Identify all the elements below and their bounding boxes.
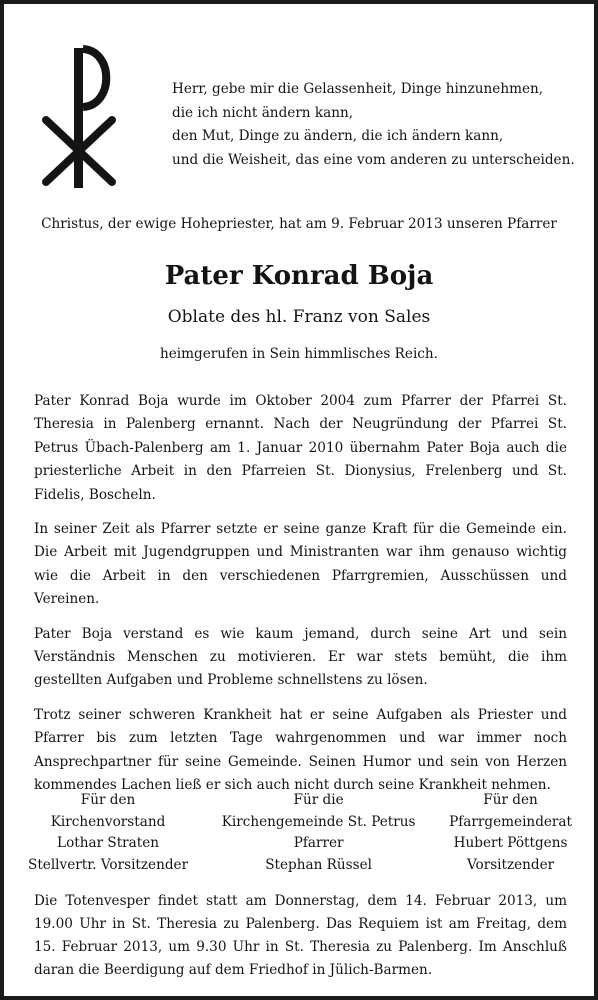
signature-line: Für den <box>80 792 136 808</box>
chi-rho-icon <box>34 42 124 192</box>
religious-order: Oblate des hl. Franz von Sales <box>167 307 431 327</box>
signature-line: Für den <box>483 792 538 808</box>
signature-line: Pfarrgemeinderat <box>449 813 572 830</box>
prayer-line: die ich nicht ändern kann, <box>172 104 354 121</box>
intro-text: Christus, der ewige Hohepriester, hat am 9. Februar 2013 unseren Pfarrer <box>41 216 557 232</box>
deceased-name: Pater Konrad Boja <box>164 261 434 291</box>
biography-paragraph: Pater Konrad Boja wurde im Oktober 2004 zum Pfarrer der Pfarrei St. Theresia in Palenberg ernannt. Nach der Neugründung der Pfarrei St. Petrus Übach-Palenberg am 1. Januar 2010 übernahm Pater Boja auch die priesterliche Arbeit in den Pfarreien St. Dionysius, Frelenberg und St. Fidelis, Boscheln. <box>34 393 567 503</box>
signature-line: Kirchengemeinde St. Petrus <box>221 813 416 830</box>
signature-line: Für die <box>293 792 344 808</box>
signature-line: Hubert Pöttgens <box>453 835 568 851</box>
biography-paragraph: Pater Boja verstand es wie kaum jemand, durch seine Art und sein Verständnis Menschen zu motivieren. Er war stets bemüht, die ihm gestellten Aufgaben und Probleme schnellstens zu lösen. <box>34 625 567 689</box>
prayer-line: und die Weisheit, das eine vom anderen zu unterscheiden. <box>172 151 575 168</box>
signature-line: Stellvertr. Vorsitzender <box>28 856 189 873</box>
prayer-line: den Mut, Dinge zu ändern, die ich ändern kann, <box>172 128 504 144</box>
signature-line: Lothar Straten <box>57 835 160 851</box>
signature-line: Kirchenvorstand <box>50 813 166 830</box>
signature-kirchengemeinde <box>222 790 416 876</box>
biography-paragraph: In seiner Zeit als Pfarrer setzte er seine ganze Kraft für die Gemeinde ein. Die Arbeit mit Jugendgruppen und Ministranten war ihm genauso wichtig wie die Arbeit in den verschiedenen Pfarrgremien, Ausschüssen und Vereinen. <box>34 521 567 608</box>
signature-block <box>28 790 572 876</box>
signature-line: Pfarrer <box>293 835 344 851</box>
prayer-line: Herr, gebe mir die Gelassenheit, Dinge hinzunehmen, <box>172 81 544 97</box>
called-home-text: heimgerufen in Sein himmlisches Reich. <box>160 346 438 362</box>
biography-paragraph: Trotz seiner schweren Krankheit hat er seine Aufgaben als Priester und Pfarrer bis zum letzten Tage wahrgenommen und war immer noch Ansprechpartner für seine Gemeinde. Seinen Humor und sein von Herzen kommendes Lachen ließ er sich auch nicht durch seine Krankheit nehmen. <box>34 706 567 794</box>
funeral-details-text: Die Totenvesper findet statt am Donnerstag, dem 14. Februar 2013, um 19.00 Uhr in St. Theresia zu Palenberg. Das Requiem ist am Freitag, dem 15. Februar 2013, um 9.30 Uhr in St. Theresia zu Palenberg. Im Anschluß daran die Beerdigung auf dem Friedhof in Jülich-Barmen. <box>34 893 567 978</box>
funeral-details <box>34 890 567 982</box>
signature-pfarrgemeinderat <box>449 790 572 876</box>
serenity-prayer <box>172 78 592 172</box>
biography <box>34 390 567 809</box>
signature-line: Vorsitzender <box>466 856 555 873</box>
signature-line: Stephan Rüssel <box>265 856 372 873</box>
signature-kirchenvorstand <box>28 790 188 876</box>
